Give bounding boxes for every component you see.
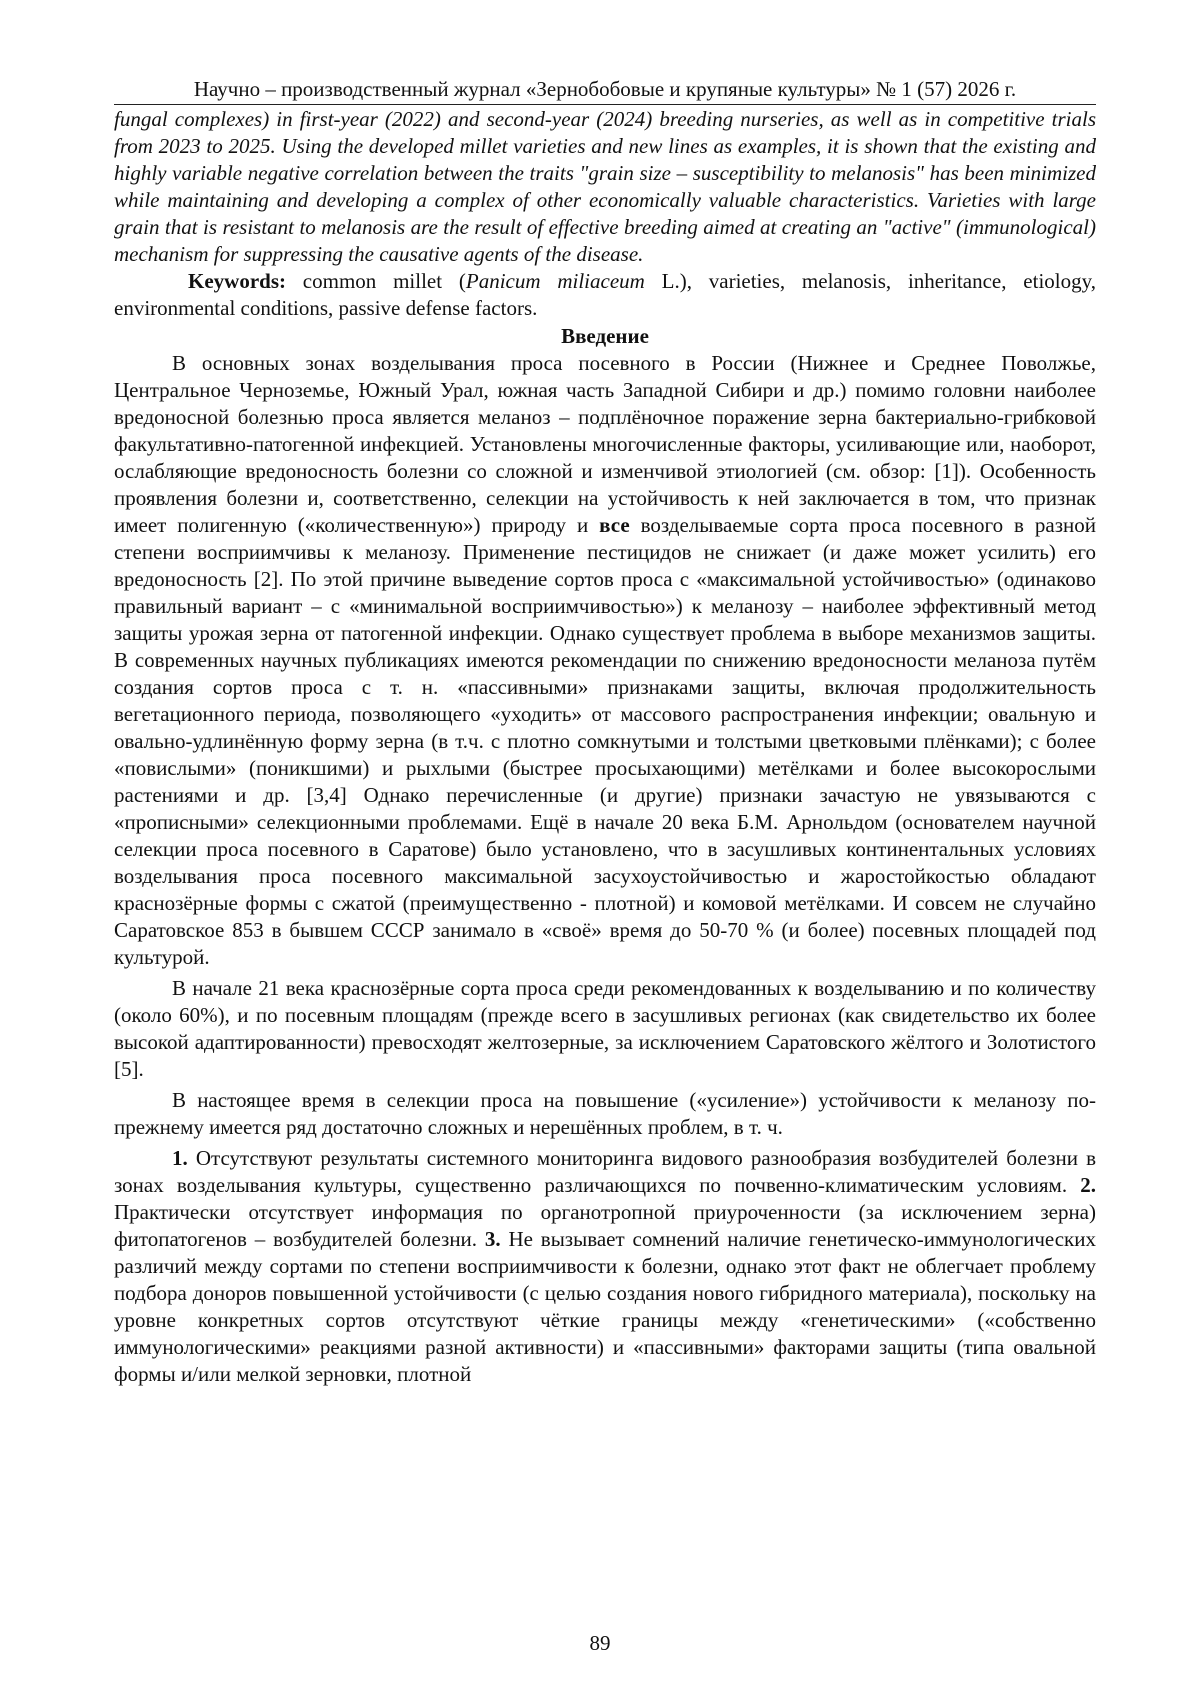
paragraph-1-part-1: В основных зонах возделывания проса посевного в России (Нижнее и Среднее Поволжье, Центральное Черноземье, Южный Урал, южная часть Западной Сибири и др.) помимо головни наиболее вредоносной болезнью проса является меланоз – подплёночное поражение зерна бактериально-грибковой факультативно-патогенной инфекцией. Установлены многочисленные факторы, усиливающие или, наоборот, ослабляющие вредоносность болезни со сложной и изменчивой этиологией (см. обзор: [1]). Особенность проявления болезни и, соответственно, селекции на устойчивость к ней заключается в том, что признак имеет полигенную («количественную») природу и xyxy=(114,351,1096,537)
list-number-2: 2. xyxy=(1080,1173,1096,1197)
list-text-2: Практически отсутствует информация по органотропной приуроченности (за исключением зерна) фитопатогенов – возбудителей болезни. xyxy=(114,1200,1096,1251)
list-number-3: 3. xyxy=(484,1227,501,1251)
running-header: Научно – производственный журнал «Зернобобовые и крупяные культуры» № 1 (57) 2026 г. xyxy=(193,77,1017,101)
article-body xyxy=(114,106,1096,1388)
page-number: 89 xyxy=(589,1631,611,1655)
paragraph-1-bold-word: все xyxy=(599,513,630,537)
paragraph-2: В начале 21 века краснозёрные сорта проса среди рекомендованных к возделыванию и по количеству (около 60%), и по посевным площадям (прежде всего в засушливых регионах (как свидетельство их более высокой адаптированности) превосходят желтозерные, за исключением Саратовского жёлтого и Золотистого [5]. xyxy=(114,976,1096,1081)
paragraph-1-part-2: возделываемые сорта проса посевного в разной степени восприимчивы к меланозу. Применение пестицидов не снижает (и даже может усилить) его вредоносность [2]. По этой причине выведение сортов проса с «максимальной устойчивостью» (одинаково правильный вариант – с «минимальной восприимчивостью») к меланозу – наиболее эффективный метод защиты урожая зерна от патогенной инфекции. Однако существует проблема в выборе механизмов защиты. В современных научных публикациях имеются рекомендации по снижению вредоносности меланоза путём создания сортов проса с т. н. «пассивными» признаками защиты, включая продолжительность вегетационного периода, позволяющего «уходить» от массового распространения инфекции; овальную и овально-удлинённую форму зерна (в т.ч. с плотно сомкнутыми и толстыми цветковыми плёнками); с более «повислыми» (поникшими) и рыхлыми (быстрее просыхающими) метёлками и более высокорослыми растениями и др. [3,4] Однако перечисленные (и другие) признаки зачастую не увязываются с «прописными» селекционными проблемами. Ещё в начале 20 века Б.М. Арнольдом (основателем научной селекции проса посевного в Саратове) было установлено, что в засушливых континентальных условиях возделывания проса посевного максимальной засухоустойчивостью и жаростойкостью обладают краснозёрные формы с сжатой (преимущественно - плотной) и комовой метёлками. И совсем не случайно Саратовское 853 в бывшем СССР занимало в «своё» время до 50-70 % (и более) посевных площадей под культурой. xyxy=(114,513,1096,969)
list-text-3: Не вызывает сомнений наличие генетическо-иммунологических различий между сортами по степени восприимчивости к болезни, однако этот факт не облегчает проблему подбора доноров повышенной устойчивости (с целью создания нового гибридного материала), поскольку на уровне конкретных сортов отсутствуют чёткие границы между «генетическими» («собственно иммунологическими» реакциями разной активности) и «пассивными» факторами защиты (типа овальной формы и/или мелкой зерновки, плотной xyxy=(114,1227,1096,1386)
paragraph-3: В настоящее время в селекции проса на повышение («усиление») устойчивости к меланозу по-прежнему имеется ряд достаточно сложных и нерешённых проблем, в т. ч. xyxy=(114,1088,1096,1139)
paragraph-4 xyxy=(114,1145,1096,1388)
section-heading-introduction: Введение xyxy=(561,324,649,348)
abstract-continuation: fungal complexes) in first-year (2022) and second-year (2024) breeding nurseries, as well as in competitive trials from 2023 to 2025. Using the developed millet varieties and new lines as examples, it is shown that the existing and highly variable negative correlation between the traits "grain size – susceptibility to melanosis" has been minimized while maintaining and developing a complex of other economically valuable characteristics. Varieties with large grain that is resistant to melanosis are the result of effective breeding aimed at creating an "active" (immunological) mechanism for suppressing the causative agents of the disease. xyxy=(114,107,1096,266)
keywords-text-before: common millet ( xyxy=(286,269,466,293)
list-number-1: 1. xyxy=(172,1146,188,1170)
keywords-label: Keywords: xyxy=(188,269,286,293)
keywords-line xyxy=(114,268,1096,322)
keywords-latin-name: Panicum miliaceum xyxy=(465,269,645,293)
list-text-1: Отсутствуют результаты системного мониторинга видового разнообразия возбудителей болезни в зонах возделывания культуры, существенно различающихся по почвенно-климатическим условиям. xyxy=(114,1146,1096,1197)
keywords-text-after: L.), varieties, melanosis, inheritance, etiology, environmental conditions, passive defense factors. xyxy=(114,269,1097,320)
header-divider xyxy=(114,104,1096,105)
paragraph-1 xyxy=(114,350,1096,971)
